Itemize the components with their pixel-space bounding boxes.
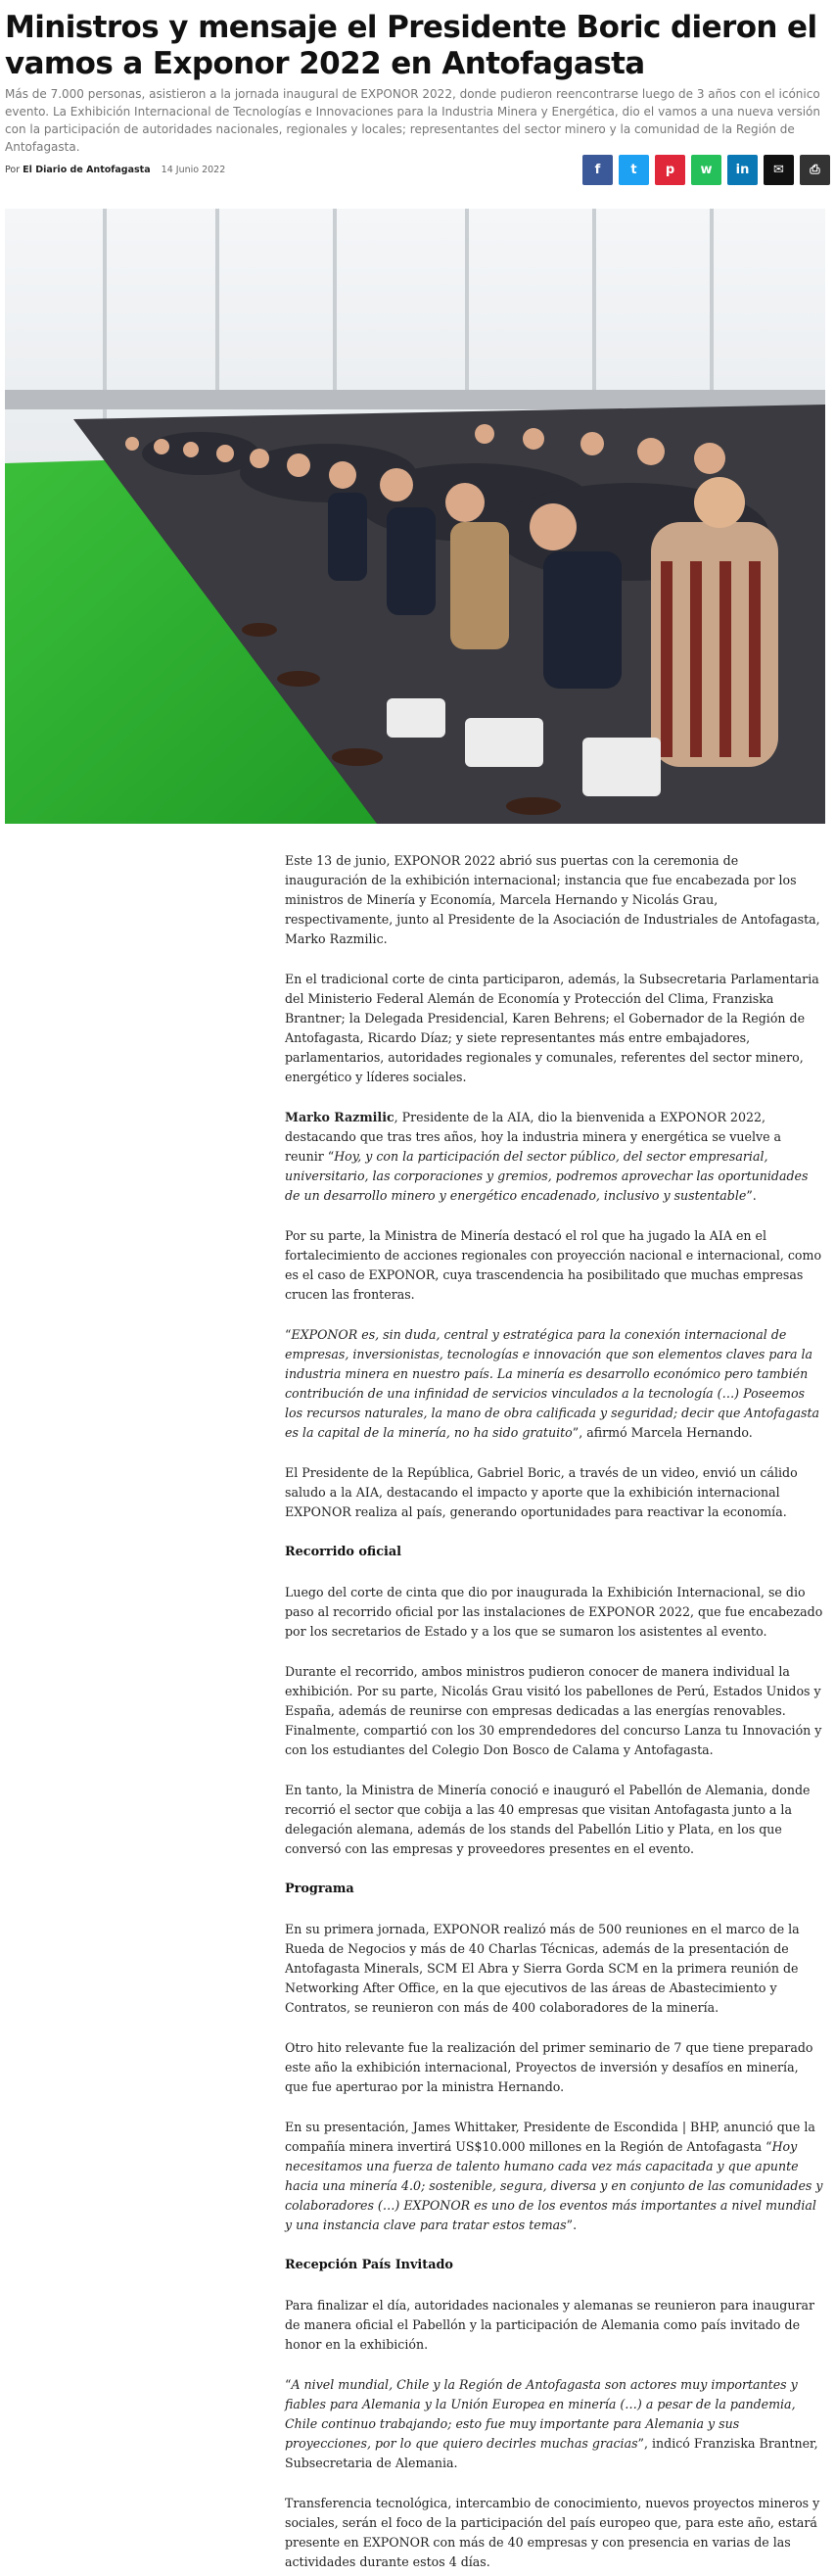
paragraph: Transferencia tecnológica, intercambio de conocimiento, nuevos proyectos mineros y sociales, serán el foco de la participación del país europeo que, para este año, estará presente en EXPONOR con más de 40 empresas y con presencia en varias de las actividades durante estos 4 días. [285,2496,820,2569]
paragraph-text: , Presidente de la AIA, dio la bienvenida a EXPONOR 2022, destacando que tras tres años, hoy la industria minera y energética se vuelve a reunir “ [285,1110,782,1164]
pinterest-icon: p [665,163,675,177]
paragraph [285,1108,823,1206]
share-buttons [582,155,830,185]
meta-row [5,155,830,188]
paragraph: Este 13 de junio, EXPONOR 2022 abrió sus puertas con la ceremonia de inauguración de la exhibición internacional; instancia que fue encabezada por los ministros de Minería y Economía, Marcela Hernando y Nicolás Grau, respectivamente, junto al Presidente de la Asociación de Industriales de Antofagasta, Marko Razmilic. [285,853,820,946]
paragraph [285,1325,823,1443]
email-share-button[interactable] [764,155,794,185]
paragraph: En tanto, la Ministra de Minería conoció e inauguró el Pabellón de Alemania, donde recorrió el sector que cobija a las 40 empresas que visitan Antofagasta junto a la delegación alemana, además de los stands del Pabellón Litio y Plata, en los que conversó con las empresas y proveedores presentes en el evento. [285,1783,811,1856]
pinterest-share-button[interactable] [655,155,685,185]
paragraph-text: “ [285,2377,292,2392]
paragraph-text: ”. [746,1188,757,1203]
section-heading: Programa [285,1882,354,1896]
paragraph: Para finalizar el día, autoridades nacionales y alemanas se reunieron para inaugurar de manera oficial el Pabellón y la participación de Alemania como país invitado de honor en la exhibición. [285,2298,815,2352]
author-link[interactable]: El Diario de Antofagasta [23,165,151,175]
article-subtitle: Más de 7.000 personas, asistieron a la jornada inaugural de EXPONOR 2022, donde pudieron reencontrarse luego de 3 años con el icónico evento. La Exhibición Internacional de Tecnologías e Innovaciones para la Industria Minera y Energética, dio el vamos a una nueva versión con la participación de autoridades nacionales, regionales y locales; representantes del sector minero y la comunidad de la Región de Antofagasta. [5,87,820,154]
byline [5,165,225,175]
paragraph-text: ”, afirmó Marcela Hernando. [572,1425,753,1440]
paragraph: El Presidente de la República, Gabriel Boric, a través de un video, envió un cálido saludo a la AIA, destacando el impacto y aporte que la exhibición internacional EXPONOR realiza al país, generando oportunidades para reactivar la economía. [285,1465,798,1519]
article-body [285,851,823,2576]
whatsapp-share-button[interactable] [691,155,721,185]
section-heading: Recepción País Invitado [285,2258,453,2272]
paragraph-text: ”. [566,2218,578,2232]
facebook-share-button[interactable] [582,155,613,185]
bold-name: Marko Razmilic [285,1110,394,1124]
facebook-icon: f [594,163,601,177]
paragraph: En el tradicional corte de cinta participaron, además, la Subsecretaria Parlamentaria del Ministerio Federal Alemán de Economía y Protección del Clima, Franziska Brantner; la Delegada Presidencial, Karen Behrens; el Gobernador de la Región de Antofagasta, Ricardo Díaz; y siete representantes más entre embajadores, parlamentarios, autoridades regionales y comunales, referentes del sector minero, energético y líderes sociales. [285,972,819,1084]
event-audience-photo [5,209,825,824]
paragraph-text: En su presentación, James Whittaker, Presidente de Escondida | BHP, anunció que la compañía minera invertirá US$10.000 millones en la Región de Antofagasta “ [285,2120,815,2154]
paragraph [285,2118,823,2235]
print-share-button[interactable] [800,155,830,185]
paragraph: Luego del corte de cinta que dio por inaugurada la Exhibición Internacional, se dio paso al recorrido oficial por las instalaciones de EXPONOR 2022, que fue encabezado por los secretarios de Estado y a los que se sumaron los asistentes al evento. [285,1585,823,1639]
paragraph [285,2375,823,2473]
article-header [5,0,830,156]
quote: Hoy necesitamos una fuerza de talento humano cada vez más capacitada y que apunte hacia una minería 4.0; sostenible, segura, diversa y en conjunto de las comunidades y colaboradores (…) EXPONOR es uno de los eventos más importantes a nivel mundial y una instancia clave para tratar estos temas [285,2139,823,2232]
quote: EXPONOR es, sin duda, central y estratégica para la conexión internacional de empresas, inversionistas, tecnologías e innovación que son elementos claves para la industria minera en nuestro país. La minería es desarrollo económico pero también contribución de una infinidad de servicios vinculados a la tecnología (…) Poseemos los recursos naturales, la mano de obra calificada y seguridad; decir que Antofagasta es la capital de la minería, no ha sido gratuito [285,1327,820,1440]
whatsapp-icon: w [700,163,713,177]
hero-image [5,209,825,824]
paragraph: Durante el recorrido, ambos ministros pudieron conocer de manera individual la exhibición. Por su parte, Nicolás Grau visitó los pabellones de Perú, Estados Unidos y España, además de reunirse con empresas dedicadas a las energías renovables. Finalmente, compartió con los 30 emprendedores del concurso Lanza tu Innovación y con los estudiantes del Colegio Don Bosco de Calama y Antofagasta. [285,1664,822,1757]
email-icon: ✉ [773,163,784,177]
twitter-share-button[interactable] [619,155,649,185]
twitter-icon: t [630,163,637,177]
section-heading: Recorrido oficial [285,1545,402,1559]
quote: Hoy, y con la participación del sector público, del sector empresarial, universitario, las corporaciones y gremios, podremos aprovechar las oportunidades de un desarrollo minero y energético encadenado, inclusivo y sustentable [285,1149,809,1203]
paragraph: En su primera jornada, EXPONOR realizó más de 500 reuniones en el marco de la Rueda de Negocios y más de 40 Charlas Técnicas, además de la presentación de Antofagasta Minerals, SCM El Abra y Sierra Gorda SCM en la primera reunión de Networking After Office, en la que ejecutivos de las áreas de Abastecimiento y Contratos, se reunieron con más de 400 colaboradores de la minería. [285,1922,800,2015]
byline-prefix: Por [5,165,21,175]
paragraph: Otro hito relevante fue la realización del primer seminario de 7 que tiene preparado este año la exhibición internacional, Proyectos de inversión y desafíos en minería, que fue aperturao por la ministra Hernando. [285,2040,813,2094]
publish-date: 14 Junio 2022 [161,165,226,175]
print-icon: ⎙ [810,163,820,177]
quote: A nivel mundial, Chile y la Región de Antofagasta son actores muy importantes y fiables para Alemania y la Unión Europea en minería (…) a pesar de la pandemia, Chile continuo trabajando; esto fue muy importante para Alemania y sus proyecciones, por lo que quiero decirles muchas gracias [285,2377,798,2451]
paragraph-text: ”, indicó Franziska Brantner, Subsecretaria de Alemania. [285,2436,818,2470]
article-title: Ministros y mensaje el Presidente Boric dieron el vamos a Exponor 2022 en Antofagasta [5,10,817,81]
linkedin-share-button[interactable] [727,155,758,185]
paragraph-text: “ [285,1327,292,1342]
linkedin-icon: in [735,163,750,177]
paragraph: Por su parte, la Ministra de Minería destacó el rol que ha jugado la AIA en el fortalecimiento de acciones regionales con proyección nacional e internacional, como es el caso de EXPONOR, cuya trascendencia ha posibilitado que muchas empresas crucen las fronteras. [285,1228,822,1302]
